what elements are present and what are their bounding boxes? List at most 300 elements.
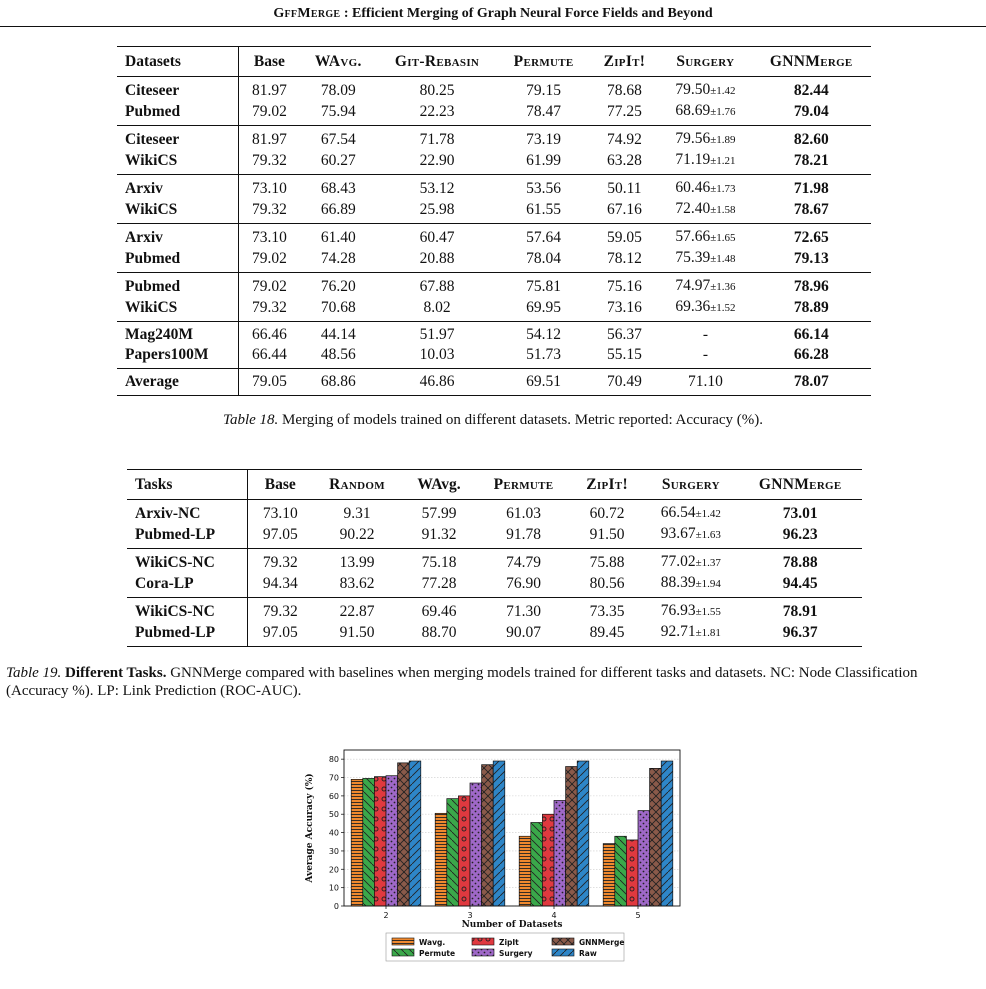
row-label: Cora-LP xyxy=(127,573,248,598)
legend-label: Raw xyxy=(579,949,597,958)
bar xyxy=(519,836,531,906)
table-row xyxy=(127,524,862,549)
cell-value: 69.95 xyxy=(526,298,562,316)
cell-permute xyxy=(498,273,590,298)
cell-gnn xyxy=(752,297,872,322)
cell-value: 55.15 xyxy=(606,346,642,363)
cell-value: 70.49 xyxy=(606,373,642,390)
column-header: ZipIt! xyxy=(590,47,660,77)
cell-std: ±1.94 xyxy=(695,578,721,590)
cell-value: 68.69 xyxy=(675,102,711,119)
cell-value: 69.51 xyxy=(526,373,562,390)
cell-git xyxy=(376,369,497,396)
cell-git xyxy=(376,126,497,151)
cell-wavg xyxy=(300,77,376,102)
cell-value: 78.88 xyxy=(782,553,818,571)
cell-std: ±1.73 xyxy=(710,183,736,195)
column-header: Surgery xyxy=(659,47,751,77)
row-label: WikiCS xyxy=(117,150,238,175)
cell-base xyxy=(238,273,300,298)
chart-plot-area xyxy=(304,750,680,961)
cell-std: ±1.48 xyxy=(710,253,736,265)
cell-zipit xyxy=(590,126,660,151)
bar xyxy=(554,800,566,906)
legend-label: ZipIt xyxy=(499,938,519,947)
cell-value: 73.19 xyxy=(526,130,562,148)
cell-permute xyxy=(498,126,590,151)
cell-value: 80.56 xyxy=(589,574,625,592)
row-label: Arxiv-NC xyxy=(127,500,248,525)
cell-zipit xyxy=(571,524,643,549)
cell-value: 82.60 xyxy=(793,130,829,148)
cell-value: 73.01 xyxy=(782,504,818,522)
table-19 xyxy=(127,469,862,647)
cell-zipit xyxy=(590,248,660,273)
cell-zipit xyxy=(590,150,660,175)
bar-chart xyxy=(300,744,700,974)
cell-value: 78.67 xyxy=(793,200,829,218)
table-row xyxy=(117,297,871,322)
cell-value: 75.88 xyxy=(589,553,625,571)
cell-value: 74.92 xyxy=(606,130,642,148)
cell-gnn xyxy=(752,150,872,175)
cell-value: 61.03 xyxy=(506,504,541,522)
cell-value: 51.73 xyxy=(526,346,562,363)
row-label: WikiCS xyxy=(117,199,238,224)
table-19-body xyxy=(127,470,862,647)
bar xyxy=(482,765,494,906)
cell-value: 53.12 xyxy=(419,179,455,197)
cell-value: 90.22 xyxy=(339,525,375,543)
cell-wavg xyxy=(300,150,376,175)
bar xyxy=(577,761,589,906)
cell-base xyxy=(248,573,312,598)
cell-surgery xyxy=(659,345,751,369)
bar xyxy=(615,836,627,906)
cell-value: 66.14 xyxy=(793,326,829,343)
cell-gnn xyxy=(738,500,862,525)
y-tick-label: 60 xyxy=(328,791,339,801)
cell-value: 88.70 xyxy=(421,623,457,641)
cell-value: 76.93 xyxy=(660,602,696,619)
bar xyxy=(542,814,554,906)
bar xyxy=(531,822,543,906)
cell-gnn xyxy=(738,524,862,549)
table-row xyxy=(117,175,871,200)
cell-value: 78.91 xyxy=(782,602,818,620)
table-row xyxy=(117,77,871,102)
bar xyxy=(435,813,447,906)
table-18-caption-text: Merging of models trained on different datasets. Metric reported: Accuracy (%). xyxy=(278,412,763,428)
cell-gnn xyxy=(752,199,872,224)
cell-base xyxy=(238,101,300,126)
cell-value: 79.32 xyxy=(251,151,287,169)
x-tick-label: 5 xyxy=(635,911,641,920)
cell-permute xyxy=(498,297,590,322)
cell-surgery xyxy=(659,101,751,126)
cell-value: 46.86 xyxy=(419,373,455,390)
cell-value: 79.15 xyxy=(526,81,562,99)
cell-zipit xyxy=(590,322,660,346)
cell-value: 22.23 xyxy=(419,102,455,120)
cell-std: ±1.55 xyxy=(695,606,721,618)
cell-value: 70.68 xyxy=(320,298,356,316)
row-label: Pubmed xyxy=(117,101,238,126)
cell-random xyxy=(312,549,402,574)
cell-permute xyxy=(476,573,571,598)
cell-value: 59.05 xyxy=(606,228,642,246)
cell-gnn xyxy=(752,273,872,298)
cell-value: 56.37 xyxy=(606,326,642,343)
cell-value: 80.25 xyxy=(419,81,455,99)
cell-value: 69.46 xyxy=(421,602,457,620)
cell-wavg xyxy=(300,369,376,396)
cell-surgery xyxy=(643,598,738,623)
cell-base xyxy=(238,199,300,224)
table-row xyxy=(117,199,871,224)
cell-value: 79.02 xyxy=(251,249,287,267)
cell-git xyxy=(376,248,497,273)
table-row xyxy=(117,345,871,369)
cell-value: 50.11 xyxy=(607,179,642,197)
cell-permute xyxy=(476,549,571,574)
cell-zipit xyxy=(571,622,643,647)
cell-surgery xyxy=(659,150,751,175)
cell-surgery xyxy=(659,126,751,151)
cell-value: 75.81 xyxy=(526,277,562,295)
cell-gnn xyxy=(738,573,862,598)
cell-surgery xyxy=(643,524,738,549)
cell-value: 66.54 xyxy=(660,504,696,521)
table-row xyxy=(117,150,871,175)
cell-zipit xyxy=(590,199,660,224)
cell-value: 10.03 xyxy=(419,346,455,363)
cell-value: 78.09 xyxy=(320,81,356,99)
cell-wavg xyxy=(402,622,476,647)
cell-wavg xyxy=(300,199,376,224)
cell-surgery xyxy=(659,322,751,346)
cell-surgery xyxy=(659,224,751,249)
cell-gnn xyxy=(752,369,872,396)
cell-value: 79.02 xyxy=(251,102,287,120)
bar xyxy=(447,799,459,906)
cell-std: ±1.21 xyxy=(710,155,736,167)
cell-value: 97.05 xyxy=(262,623,298,641)
cell-value: 13.99 xyxy=(339,553,375,571)
cell-value: 79.32 xyxy=(262,602,298,620)
table-18-body xyxy=(117,47,871,396)
cell-value: 75.94 xyxy=(320,102,356,120)
cell-base xyxy=(248,549,312,574)
row-label: Pubmed xyxy=(117,273,238,298)
cell-value: 91.78 xyxy=(506,525,541,543)
cell-value: 71.19 xyxy=(675,151,711,168)
y-tick-label: 50 xyxy=(328,810,339,820)
cell-value: 94.34 xyxy=(262,574,298,592)
column-header: Datasets xyxy=(117,47,238,77)
cell-permute xyxy=(476,622,571,647)
cell-wavg xyxy=(300,273,376,298)
cell-value: 90.07 xyxy=(506,623,541,641)
y-tick-label: 30 xyxy=(328,846,339,856)
cell-value: 61.99 xyxy=(526,151,562,169)
cell-value: 91.50 xyxy=(339,623,375,641)
cell-value: 75.16 xyxy=(606,277,642,295)
cell-base xyxy=(238,224,300,249)
cell-value: 73.10 xyxy=(251,228,287,246)
cell-random xyxy=(312,622,402,647)
row-label: Average xyxy=(117,369,238,396)
cell-value: 78.12 xyxy=(606,249,642,267)
cell-value: 79.02 xyxy=(251,277,287,295)
cell-wavg xyxy=(300,248,376,273)
cell-value: 81.97 xyxy=(251,130,287,148)
cell-value: 71.10 xyxy=(687,373,723,390)
cell-zipit xyxy=(590,175,660,200)
cell-surgery xyxy=(659,297,751,322)
table-row xyxy=(127,500,862,525)
cell-value: 77.25 xyxy=(606,102,642,120)
cell-git xyxy=(376,150,497,175)
cell-std: ±1.42 xyxy=(710,85,736,97)
cell-value: 61.40 xyxy=(320,228,356,246)
cell-gnn xyxy=(738,549,862,574)
cell-permute xyxy=(476,598,571,623)
cell-surgery xyxy=(659,175,751,200)
cell-value: 53.56 xyxy=(526,179,562,197)
cell-gnn xyxy=(752,224,872,249)
cell-std: ±1.37 xyxy=(695,557,721,569)
column-header: GNNMerge xyxy=(738,470,862,500)
cell-gnn xyxy=(738,622,862,647)
cell-std: ±1.36 xyxy=(710,281,736,293)
cell-permute xyxy=(498,248,590,273)
cell-gnn xyxy=(752,248,872,273)
cell-git xyxy=(376,101,497,126)
row-label: WikiCS xyxy=(117,297,238,322)
cell-value: 61.55 xyxy=(526,200,562,218)
cell-surgery xyxy=(643,622,738,647)
cell-permute xyxy=(498,175,590,200)
header-title-prefix: GffMerge xyxy=(273,6,341,21)
column-header: Random xyxy=(312,470,402,500)
cell-value: 60.27 xyxy=(320,151,356,169)
x-tick-label: 2 xyxy=(383,911,389,920)
row-label: Papers100M xyxy=(117,345,238,369)
cell-base xyxy=(238,369,300,396)
cell-random xyxy=(312,500,402,525)
cell-value: 73.10 xyxy=(251,179,287,197)
cell-value: 68.86 xyxy=(320,373,356,390)
legend-swatch xyxy=(552,949,574,956)
cell-value: 78.47 xyxy=(526,102,562,120)
cell-value: 74.97 xyxy=(675,277,711,294)
bar xyxy=(626,840,638,906)
table-row xyxy=(117,224,871,249)
column-header: WAvg. xyxy=(402,470,476,500)
row-label: Arxiv xyxy=(117,175,238,200)
table-18-caption-label: Table 18. xyxy=(223,412,279,428)
cell-zipit xyxy=(590,273,660,298)
cell-surgery xyxy=(659,369,751,396)
cell-wavg xyxy=(402,573,476,598)
cell-base xyxy=(248,598,312,623)
cell-std: ±1.65 xyxy=(710,232,736,244)
cell-random xyxy=(312,573,402,598)
cell-permute xyxy=(498,322,590,346)
cell-value: 75.39 xyxy=(675,249,711,266)
cell-value: 79.05 xyxy=(251,373,287,390)
cell-value: 71.98 xyxy=(793,179,829,197)
bar xyxy=(409,761,421,906)
legend-swatch xyxy=(552,938,574,945)
column-header: ZipIt! xyxy=(571,470,643,500)
y-tick-label: 70 xyxy=(328,773,339,783)
cell-value: 67.54 xyxy=(320,130,356,148)
cell-surgery xyxy=(643,549,738,574)
cell-gnn xyxy=(752,126,872,151)
cell-wavg xyxy=(300,126,376,151)
cell-value: 78.96 xyxy=(793,277,829,295)
cell-value: 60.46 xyxy=(675,179,711,196)
cell-zipit xyxy=(590,77,660,102)
cell-git xyxy=(376,297,497,322)
cell-value: 79.56 xyxy=(675,130,711,147)
cell-value: 79.13 xyxy=(793,249,829,267)
cell-git xyxy=(376,273,497,298)
row-label: Pubmed xyxy=(117,248,238,273)
column-header: WAvg. xyxy=(300,47,376,77)
cell-zipit xyxy=(590,101,660,126)
cell-value: 66.89 xyxy=(320,200,356,218)
cell-permute xyxy=(498,150,590,175)
x-axis-label: Number of Datasets xyxy=(461,920,563,930)
column-header: Base xyxy=(238,47,300,77)
cell-surgery xyxy=(643,573,738,598)
column-header: Base xyxy=(248,470,312,500)
cell-value: 78.21 xyxy=(793,151,829,169)
legend-swatch xyxy=(472,949,494,956)
bar xyxy=(661,761,673,906)
cell-value: 63.28 xyxy=(606,151,642,169)
y-tick-label: 10 xyxy=(328,883,339,893)
cell-value: 60.72 xyxy=(589,504,625,522)
table-row xyxy=(127,622,862,647)
legend-swatch xyxy=(472,938,494,945)
cell-value: 92.71 xyxy=(660,623,696,640)
cell-value: 77.02 xyxy=(660,553,696,570)
table-19-caption-bold: Different Tasks. xyxy=(65,665,167,681)
cell-value: 66.28 xyxy=(793,346,829,363)
table-row xyxy=(117,248,871,273)
cell-value: 71.30 xyxy=(506,602,541,620)
cell-value: 79.32 xyxy=(251,200,287,218)
cell-permute xyxy=(498,101,590,126)
y-tick-label: 40 xyxy=(328,828,339,838)
column-header: Permute xyxy=(476,470,571,500)
bar xyxy=(638,811,650,906)
table-row xyxy=(117,369,871,396)
cell-value: 71.78 xyxy=(419,130,455,148)
bar xyxy=(386,776,398,906)
cell-surgery xyxy=(659,273,751,298)
cell-value: 69.36 xyxy=(675,298,711,315)
cell-wavg xyxy=(402,524,476,549)
cell-permute xyxy=(498,199,590,224)
cell-value: 66.46 xyxy=(251,326,287,343)
cell-std: ±1.63 xyxy=(695,529,721,541)
table-row xyxy=(117,101,871,126)
cell-permute xyxy=(476,524,571,549)
column-header: Git-Rebasin xyxy=(376,47,497,77)
cell-wavg xyxy=(300,224,376,249)
y-axis-label: Average Accuracy (%) xyxy=(305,773,315,883)
cell-value: 79.32 xyxy=(251,298,287,316)
bar xyxy=(470,783,482,906)
x-tick-label: 3 xyxy=(467,911,473,920)
table-row xyxy=(117,322,871,346)
bar xyxy=(458,796,470,906)
y-tick-label: 80 xyxy=(328,755,339,765)
cell-random xyxy=(312,524,402,549)
cell-value: 57.66 xyxy=(675,228,711,245)
cell-value: 91.32 xyxy=(421,525,457,543)
cell-wavg xyxy=(300,297,376,322)
cell-value: 22.87 xyxy=(339,602,375,620)
cell-gnn xyxy=(738,598,862,623)
cell-wavg xyxy=(402,549,476,574)
cell-surgery xyxy=(643,500,738,525)
cell-base xyxy=(238,150,300,175)
cell-zipit xyxy=(590,224,660,249)
bar xyxy=(398,763,410,906)
cell-value: 57.99 xyxy=(421,504,457,522)
cell-zipit xyxy=(590,345,660,369)
cell-value: 25.98 xyxy=(419,200,455,218)
bar xyxy=(374,777,386,906)
cell-value: 83.62 xyxy=(339,574,375,592)
table-19-caption-text: GNNMerge compared with baselines when merging models trained for different tasks and datasets. NC: Node Classification (Accuracy %). LP: Link Prediction (ROC-AUC). xyxy=(6,665,918,699)
cell-value: - xyxy=(702,346,708,363)
cell-value: 20.88 xyxy=(419,249,455,267)
cell-std: ±1.58 xyxy=(710,204,736,216)
cell-value: 67.88 xyxy=(419,277,455,295)
cell-value: 79.32 xyxy=(262,553,298,571)
cell-value: 48.56 xyxy=(320,346,356,363)
column-header: Permute xyxy=(498,47,590,77)
cell-zipit xyxy=(571,549,643,574)
bar xyxy=(603,844,615,906)
cell-permute xyxy=(498,77,590,102)
row-label: Pubmed-LP xyxy=(127,524,248,549)
table-row xyxy=(127,549,862,574)
cell-value: 91.50 xyxy=(589,525,625,543)
cell-value: 54.12 xyxy=(526,326,562,343)
cell-value: 79.04 xyxy=(793,102,829,120)
table-19-caption-label: Table 19. xyxy=(6,665,62,681)
cell-value: 8.02 xyxy=(423,298,451,316)
cell-gnn xyxy=(752,101,872,126)
legend-label: Surgery xyxy=(499,949,533,958)
row-label: Mag240M xyxy=(117,322,238,346)
bar xyxy=(351,779,363,906)
cell-value: 67.16 xyxy=(606,200,642,218)
y-tick-label: 0 xyxy=(333,902,339,911)
cell-value: 9.31 xyxy=(343,504,371,522)
legend-swatch xyxy=(392,949,414,956)
bar xyxy=(650,768,662,906)
table-19-caption xyxy=(6,664,982,700)
